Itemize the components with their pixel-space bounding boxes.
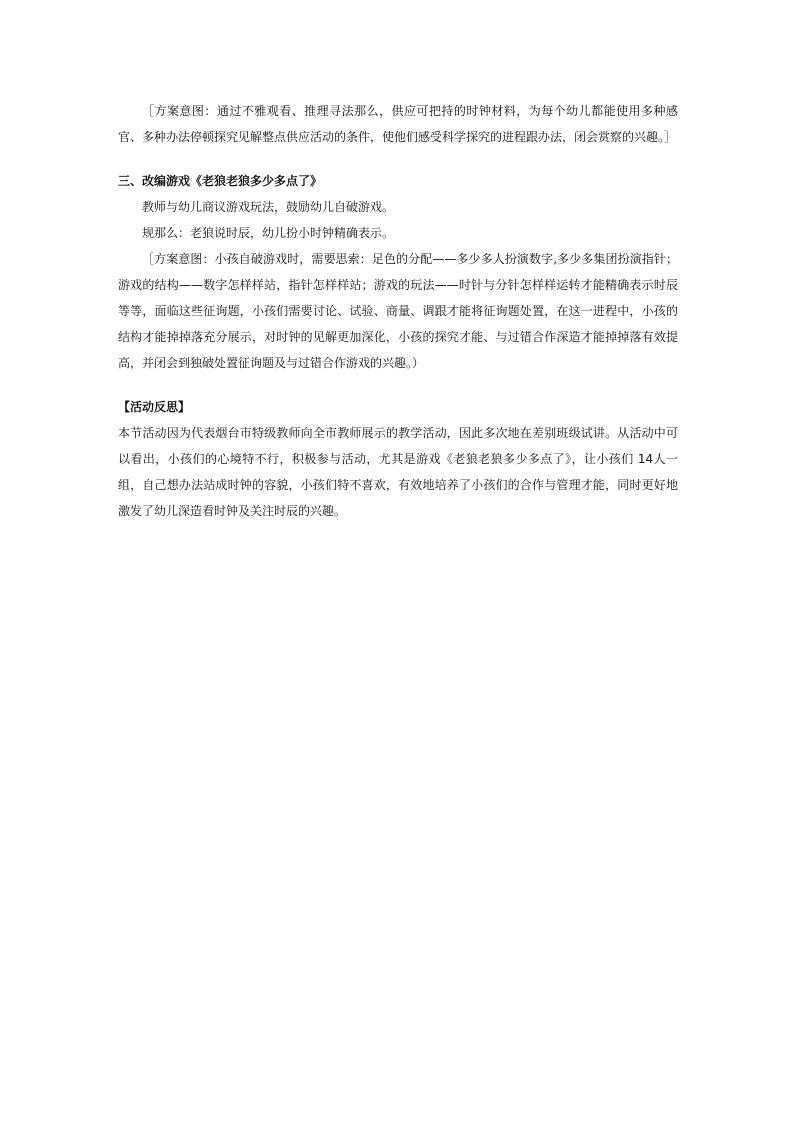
section-3-paragraph-2: 规那么：老狼说时辰，幼儿扮小时钟精确表示。	[142, 226, 395, 240]
spacer	[118, 376, 678, 394]
reflection-body: 本节活动因为代表烟台市特级教师向全市教师展示的教学活动，因此多次地在差别班级试讲。从活动中可以看出，小孩们的心境特不行，积极参与活动，尤其是游戏《老狼老狼多少多点了》，让小孩们 14人一组，自己想办法站成时钟的容貌，小孩们特不喜欢，有效地培养了小孩们的合作与管理才能，同时更好地激发了幼儿深造看时钟及关注时辰的兴趣。	[118, 426, 678, 518]
spacer	[118, 150, 678, 168]
section-3-heading: 三、改编游戏《老狼老狼多少多点了》	[118, 174, 323, 188]
reflection-heading: 【活动反思】	[118, 400, 191, 414]
design-intent-note-2: ［方案意图：小孩自破游戏时，需要思索：足色的分配——多少多人扮演数字,多少多集团扮演指针；游戏的结构——数字怎样样站，指针怎样样站；游戏的玩法——时针与分针怎样样运转才能精确表示时辰等等，面临这些征询题，小孩们需要讨论、试验、商量、调跟才能将征询题处置，在这一进程中，小孩的结构才能掉掉落充分展示，对时钟的见解更加深化，小孩的探究才能、与过错合作深造才能掉掉落有效提高，并闭会到独破处置征询题及与过错合作游戏的兴趣。）	[118, 252, 678, 370]
design-intent-note-1: ［方案意图：通过不雅观看、推理寻法那么，供应可把持的时钟材料，为每个幼儿都能使用多种感官、多种办法停顿探究见解整点供应活动的条件，使他们感受科学探究的进程跟办法，闭会赏察的兴趣。］	[118, 104, 678, 144]
document-content	[118, 98, 678, 524]
section-3-paragraph-1: 教师与幼儿商议游戏玩法，鼓励幼儿自破游戏。	[142, 200, 395, 214]
